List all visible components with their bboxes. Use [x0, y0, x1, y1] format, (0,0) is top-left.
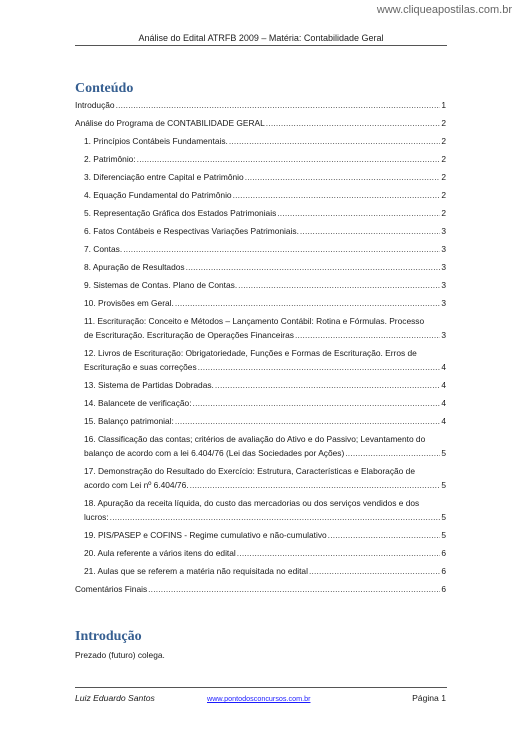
intro-heading: Introdução — [75, 629, 142, 644]
toc-entry-text: Comentários Finais — [75, 584, 148, 594]
toc-entry-introducao[interactable] — [75, 98, 446, 112]
toc-entry-page: 2 — [441, 118, 446, 128]
toc-entry-15[interactable] — [75, 414, 446, 428]
toc-entry-5[interactable] — [75, 206, 446, 220]
toc-entry-text: 11. Escrituração: Conceito e Métodos – Lançamento Contábil: Rotina e Fórmulas. Processo — [84, 316, 425, 326]
toc-entry-text: 20. Aula referente a vários itens do edital — [84, 548, 236, 558]
toc-entry-11[interactable] — [75, 314, 446, 342]
toc-entry-text: 3. Diferenciação entre Capital e Patrimônio — [84, 172, 244, 182]
toc-entry-text-cont: balanço de acordo com a lei 6.404/76 (Lei das Sociedades por Ações) — [84, 448, 345, 458]
toc-entry-page: 3 — [441, 330, 446, 340]
toc-entry-16[interactable] — [75, 432, 446, 460]
toc-entry-page: 3 — [441, 280, 446, 290]
toc-entry-7[interactable] — [75, 242, 446, 256]
footer-page-number: Página 1 — [412, 693, 446, 703]
toc-entry-20[interactable] — [75, 546, 446, 560]
toc-entry-10[interactable] — [75, 296, 446, 310]
toc-entry-6[interactable] — [75, 224, 446, 238]
toc-entry-page: 5 — [441, 480, 446, 490]
toc-entry-text: 10. Provisões em Geral. — [84, 298, 174, 308]
table-of-contents — [75, 98, 446, 596]
toc-entry-text: 14. Balancete de verificação: — [84, 398, 192, 408]
page-header: Análise do Edital ATRFB 2009 – Matéria: Contabilidade Geral — [138, 33, 384, 43]
toc-entry-text-cont: lucros: — [84, 512, 109, 522]
toc-entry-page: 4 — [441, 362, 446, 372]
toc-entry-text-cont: acordo com Lei nº 6.404/76. — [84, 480, 189, 490]
toc-entry-page: 4 — [441, 380, 446, 390]
toc-entry-page: 1 — [441, 100, 446, 110]
toc-entry-page: 2 — [441, 208, 446, 218]
toc-entry-12[interactable] — [75, 346, 446, 374]
toc-entry-18[interactable] — [75, 496, 446, 524]
toc-entry-text: 9. Sistemas de Contas. Plano de Contas. — [84, 280, 238, 290]
watermark-url[interactable]: www.cliqueapostilas.com.br — [376, 4, 512, 16]
toc-entry-page: 2 — [441, 172, 446, 182]
toc-entry-analise-programa[interactable] — [75, 116, 446, 130]
toc-entry-2[interactable] — [75, 152, 446, 166]
toc-entry-text: 12. Livros de Escrituração: Obrigatoriedade, Funções e Formas de Escrituração. Erros de — [84, 348, 417, 358]
toc-entry-page: 3 — [441, 262, 446, 272]
toc-entry-text: 1. Princípios Contábeis Fundamentais. — [84, 136, 228, 146]
toc-entry-text: 13. Sistema de Partidas Dobradas. — [84, 380, 214, 390]
toc-entry-text: 15. Balanço patrimonial: — [84, 416, 174, 426]
toc-entry-text: 2. Patrimônio: — [84, 154, 136, 164]
toc-entry-page: 2 — [441, 154, 446, 164]
toc-entry-text: 21. Aulas que se referem a matéria não requisitada no edital — [84, 566, 308, 576]
toc-entry-21[interactable] — [75, 564, 446, 578]
toc-entry-text: Introdução — [75, 100, 115, 110]
intro-paragraph: Prezado (futuro) colega. — [75, 650, 165, 660]
toc-entry-page: 2 — [441, 190, 446, 200]
toc-entry-text: 8. Apuração de Resultados — [84, 262, 185, 272]
toc-entry-page: 5 — [441, 448, 446, 458]
toc-entry-text-cont: Escrituração e suas correções — [84, 362, 197, 372]
toc-entry-17[interactable] — [75, 464, 446, 492]
footer-link[interactable]: www.pontodosconcursos.com.br — [207, 694, 311, 703]
toc-entry-3[interactable] — [75, 170, 446, 184]
toc-entry-page: 5 — [441, 530, 446, 540]
toc-entry-text: 5. Representação Gráfica dos Estados Patrimoniais — [84, 208, 277, 218]
header-divider — [75, 45, 447, 46]
toc-entry-page: 6 — [441, 566, 446, 576]
toc-entry-page: 6 — [441, 548, 446, 558]
toc-entry-19[interactable] — [75, 528, 446, 542]
toc-entry-1[interactable] — [75, 134, 446, 148]
toc-entry-text: 19. PIS/PASEP e COFINS - Regime cumulativo e não-cumulativo — [84, 530, 327, 540]
toc-entry-text: 6. Fatos Contábeis e Respectivas Variações Patrimoniais. — [84, 226, 299, 236]
toc-entry-text: 7. Contas. — [84, 244, 123, 254]
toc-entry-9[interactable] — [75, 278, 446, 292]
toc-entry-page: 5 — [441, 512, 446, 522]
toc-entry-4[interactable] — [75, 188, 446, 202]
toc-entry-text: 17. Demonstração do Resultado do Exercício: Estrutura, Características e Elaboração de — [84, 466, 415, 476]
toc-heading: Conteúdo — [75, 81, 134, 96]
toc-entry-page: 3 — [441, 298, 446, 308]
footer-author: Luiz Eduardo Santos — [75, 693, 155, 703]
toc-entry-page: 3 — [441, 244, 446, 254]
toc-entry-8[interactable] — [75, 260, 446, 274]
toc-entry-page: 4 — [441, 398, 446, 408]
toc-entry-text: Análise do Programa de CONTABILIDADE GERAL — [75, 118, 265, 128]
toc-entry-text-cont: de Escrituração. Escrituração de Operações Financeiras — [84, 330, 294, 340]
footer-divider — [75, 687, 447, 688]
toc-entry-13[interactable] — [75, 378, 446, 392]
toc-entry-page: 6 — [441, 584, 446, 594]
toc-entry-comentarios-finais[interactable] — [75, 582, 446, 596]
toc-entry-14[interactable] — [75, 396, 446, 410]
toc-entry-text: 18. Apuração da receita líquida, do custo das mercadorias ou dos serviços vendidos e dos — [84, 498, 420, 508]
toc-entry-page: 4 — [441, 416, 446, 426]
toc-entry-text: 4. Equação Fundamental do Patrimônio — [84, 190, 232, 200]
toc-entry-page: 2 — [441, 136, 446, 146]
toc-entry-text: 16. Classificação das contas; critérios de avaliação do Ativo e do Passivo; Levantamento do — [84, 434, 426, 444]
toc-entry-page: 3 — [441, 226, 446, 236]
